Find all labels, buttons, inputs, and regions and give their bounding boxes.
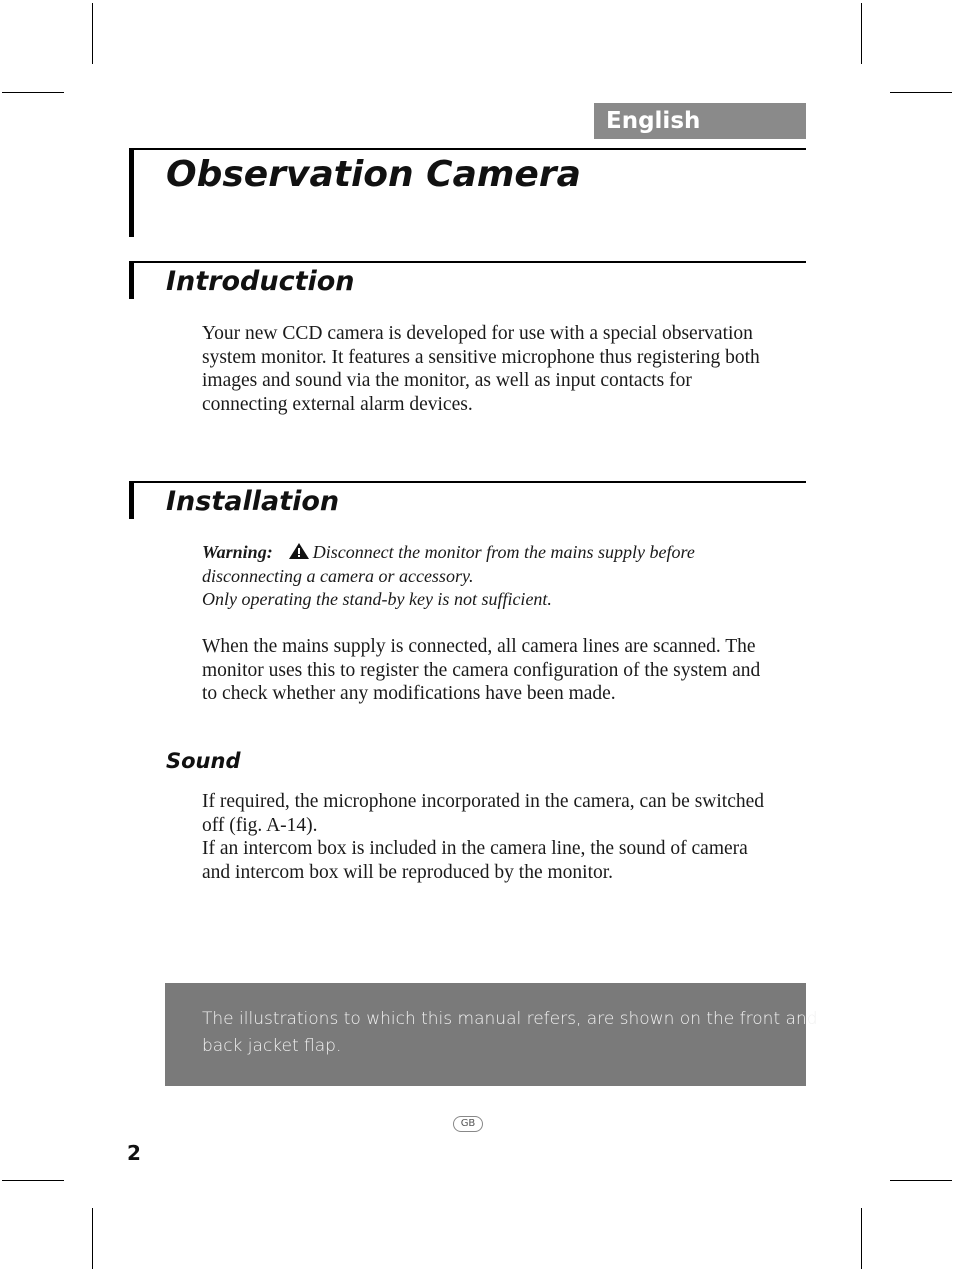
warning-line (202, 541, 802, 565)
warning-text: Disconnect the monitor from the mains supply before (312, 542, 695, 562)
page-title: Observation Camera (166, 154, 581, 195)
text-line: If required, the microphone incorporated in the camera, can be switched (202, 791, 765, 812)
crop-mark (890, 1180, 952, 1181)
page-number: 2 (127, 1141, 141, 1165)
text-line: images and sound via the monitor, as well as input contacts for (202, 370, 692, 391)
crop-mark (861, 3, 862, 64)
note-text (202, 1006, 818, 1060)
warning-note (202, 541, 802, 612)
warning-label: Warning: (202, 542, 273, 562)
text-line: Your new CCD camera is developed for use with a special observation (202, 323, 753, 344)
installation-rule (129, 481, 806, 483)
title-bar (129, 148, 134, 237)
installation-heading: Installation (166, 486, 340, 517)
illustrations-note (165, 983, 818, 1086)
country-badge: GB (453, 1116, 483, 1132)
note-line: back jacket flap. (202, 1036, 342, 1056)
sound-heading: Sound (166, 749, 241, 773)
introduction-rule (129, 261, 806, 263)
note-line: The illustrations to which this manual refers, are shown on the front and (202, 1009, 818, 1029)
crop-mark (890, 92, 952, 93)
text-line: off (fig. A-14). (202, 814, 318, 836)
text-line: monitor uses this to register the camera configuration of the system and (202, 659, 761, 681)
introduction-bar (129, 261, 134, 299)
title-rule (129, 148, 806, 150)
installation-bar (129, 481, 134, 519)
warning-line: Only operating the stand-by key is not sufficient. (202, 589, 552, 609)
text-line: to check whether any modifications have been made. (202, 683, 616, 704)
crop-mark (861, 1208, 862, 1269)
text-line: When the mains supply is connected, all camera lines are scanned. The (202, 636, 756, 657)
text-line: system monitor. It features a sensitive microphone thus registering both (202, 346, 760, 368)
text-line: If an intercom box is included in the camera line, the sound of camera (202, 838, 748, 859)
crop-mark (92, 3, 93, 64)
sound-body (202, 790, 802, 884)
warning-line: disconnecting a camera or accessory. (202, 565, 474, 586)
warning-triangle-icon (289, 543, 309, 559)
introduction-body (202, 322, 802, 416)
text-line: connecting external alarm devices. (202, 393, 473, 415)
crop-mark (2, 92, 64, 93)
introduction-heading: Introduction (166, 266, 355, 297)
text-line: and intercom box will be reproduced by the monitor. (202, 861, 614, 883)
language-tab: English (594, 103, 806, 139)
installation-body (202, 635, 802, 706)
crop-mark (2, 1180, 64, 1181)
crop-mark (92, 1208, 93, 1269)
